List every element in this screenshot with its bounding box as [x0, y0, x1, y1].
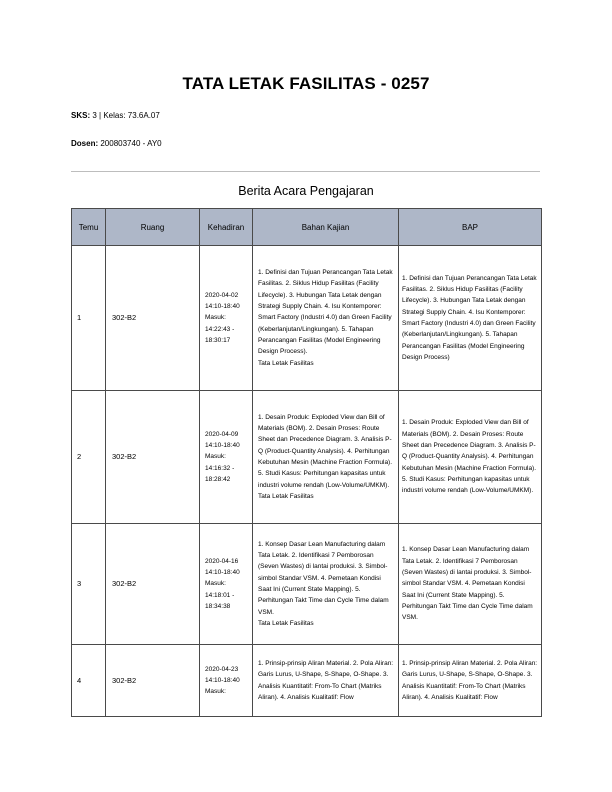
cell-temu: 4	[72, 645, 106, 717]
cell-temu: 1	[72, 246, 106, 391]
header-temu: Temu	[72, 209, 106, 246]
section-title: Berita Acara Pengajaran	[238, 184, 374, 198]
sks-line	[71, 111, 160, 120]
cell-ruang: 302-B2	[106, 246, 200, 391]
cell-ruang: 302-B2	[106, 524, 200, 645]
sks-label: SKS:	[71, 111, 91, 120]
cell-bahan-kajian: 1. Definisi dan Tujuan Perancangan Tata Letak Fasilitas. 2. Siklus Hidup Fasilitas (Facility Lifecycle). 3. Hubungan Tata Letak dengan Strategi Supply Chain. 4. Isu Kontemporer: Smart Factory (Industri 4.0) dan Green Facility (Keberlanjutan/Lingkungan). 5. Tahapan Perancangan Fasilitas (Model Engineering Design Process). Tata Letak Fasilitas	[253, 246, 399, 391]
cell-ruang: 302-B2	[106, 391, 200, 524]
cell-kehadiran: 2020-04-09 14:10-18:40 Masuk: 14:16:32 - 18:28:42	[200, 391, 253, 524]
dosen-line	[71, 139, 162, 148]
header-ruang: Ruang	[106, 209, 200, 246]
dosen-value: 200803740 - AY0	[100, 139, 162, 148]
table-row	[72, 645, 542, 717]
table-row	[72, 391, 542, 524]
cell-bahan-kajian: 1. Prinsip-prinsip Aliran Material. 2. Pola Aliran: Garis Lurus, U-Shape, S-Shape, O-Shape. 3. Analisis Kuantitatif: From-To Chart (Matriks Aliran). 4. Analisis Kualitatif: Flow	[253, 645, 399, 717]
cell-bahan-kajian: 1. Desain Produk: Exploded View dan Bill of Materials (BOM). 2. Desain Proses: Route Sheet dan Precedence Diagram. 3. Analisis P-Q (Product-Quantity Analysis). 4. Perhitungan Kebutuhan Mesin (Machine Fraction Formula). 5. Studi Kasus: Perhitungan kapasitas untuk industri volume rendah (Low-Volume/UMKM). Tata Letak Fasilitas	[253, 391, 399, 524]
berita-acara-table	[71, 208, 542, 717]
cell-kehadiran: 2020-04-23 14:10-18:40 Masuk:	[200, 645, 253, 717]
divider	[71, 171, 540, 172]
header-bap: BAP	[399, 209, 542, 246]
cell-ruang: 302-B2	[106, 645, 200, 717]
document-title: TATA LETAK FASILITAS - 0257	[182, 74, 430, 93]
header-bahan-kajian: Bahan Kajian	[253, 209, 399, 246]
dosen-label: Dosen:	[71, 139, 99, 148]
table-row	[72, 524, 542, 645]
cell-bap: 1. Definisi dan Tujuan Perancangan Tata Letak Fasilitas. 2. Siklus Hidup Fasilitas (Facility Lifecycle). 3. Hubungan Tata Letak dengan Strategi Supply Chain. 4. Isu Kontemporer: Smart Factory (Industri 4.0) dan Green Facility (Keberlanjutan/Lingkungan). 5. Tahapan Perancangan Fasilitas (Model Engineering Design Process)	[399, 246, 542, 391]
cell-bap: 1. Desain Produk: Exploded View dan Bill of Materials (BOM). 2. Desain Proses: Route Sheet dan Precedence Diagram. 3. Analisis P-Q (Product-Quantity Analysis). 4. Perhitungan Kebutuhan Mesin (Machine Fraction Formula). 5. Studi Kasus: Perhitungan kapasitas untuk industri volume rendah (Low-Volume/UMKM).	[399, 391, 542, 524]
cell-bap: 1. Konsep Dasar Lean Manufacturing dalam Tata Letak. 2. Identifikasi 7 Pemborosan (Seven Wastes) di lantai produksi. 3. Simbol-simbol Standar VSM. 4. Pemetaan Kondisi Saat Ini (Current State Mapping). 5. Perhitungan Takt Time dan Cycle Time dalam VSM.	[399, 524, 542, 645]
cell-bap: 1. Prinsip-prinsip Aliran Material. 2. Pola Aliran: Garis Lurus, U-Shape, S-Shape, O-Shape. 3. Analisis Kuantitatif: From-To Chart (Matriks Aliran). 4. Analisis Kualitatif: Flow	[399, 645, 542, 717]
sks-value: 3 | Kelas: 73.6A.07	[92, 111, 160, 120]
cell-kehadiran: 2020-04-16 14:10-18:40 Masuk: 14:18:01 - 18:34:38	[200, 524, 253, 645]
table-header-row	[72, 209, 542, 246]
cell-temu: 2	[72, 391, 106, 524]
table-row	[72, 246, 542, 391]
header-kehadiran: Kehadiran	[200, 209, 253, 246]
cell-bahan-kajian: 1. Konsep Dasar Lean Manufacturing dalam Tata Letak. 2. Identifikasi 7 Pemborosan (Seven Wastes) di lantai produksi. 3. Simbol-simbol Standar VSM. 4. Pemetaan Kondisi Saat Ini (Current State Mapping). 5. Perhitungan Takt Time dan Cycle Time dalam VSM. Tata Letak Fasilitas	[253, 524, 399, 645]
cell-temu: 3	[72, 524, 106, 645]
cell-kehadiran: 2020-04-02 14:10-18:40 Masuk: 14:22:43 - 18:30:17	[200, 246, 253, 391]
